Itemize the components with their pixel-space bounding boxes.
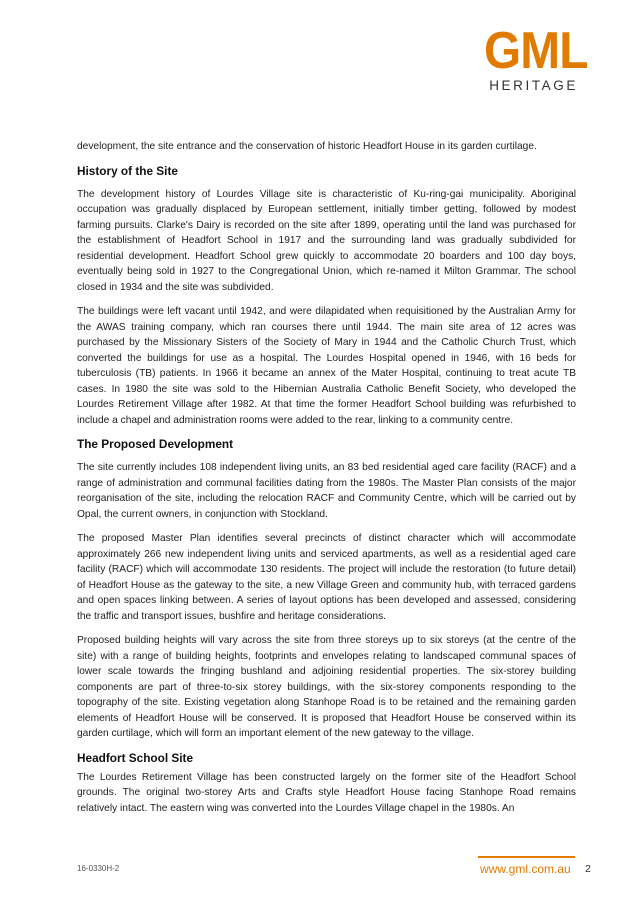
heading-headfort-school: Headfort School Site xyxy=(77,750,194,765)
footer-divider xyxy=(478,856,575,858)
proposed-paragraph-1: The site currently includes 108 independent living units, an 83 bed residential aged care facility (RACF) and a range of administration and communal facilities dating from the 1980s. The Master Plan consists of the major reorganisation of the site, including the relocation RACF and Community Centre, which will be carried out by Opal, the current owners, in conjunction with Stockland. xyxy=(77,462,576,520)
proposed-paragraph-2: The proposed Master Plan identifies several precincts of distinct character which will accommodate approximately 266 new independent living units and serviced apartments, as well as a residential aged care facility (RACF) which will accommodate 130 residents. The project will include the restoration (to future detail) of Headfort House as the gateway to the site, a new Village Green and community hub, with terraced gardens and open spaces linking between. A series of layout options has been developed and assessed, considering the traffic and transport issues, bushfire and heritage considerations. xyxy=(77,533,576,622)
heading-proposed-development: The Proposed Development xyxy=(77,437,234,451)
footer-document-code: 16-0330H-2 xyxy=(77,864,120,873)
intro-paragraph: development, the site entrance and the conservation of historic Headfort House in its garden curtilage. xyxy=(77,141,537,152)
footer-website-link[interactable]: www.gml.com.au xyxy=(480,862,571,876)
logo-wordmark: GML xyxy=(484,22,588,80)
gml-heritage-logo xyxy=(476,22,588,93)
proposed-paragraph-3: Proposed building heights will vary across the site from three storeys up to six storeys (at the centre of the site) with a range of building heights, footprints and envelopes relating to landscaped communal spaces of lower scale towards the fringing bushland and adjoining residential properties. The six-storey building components are part of three-to-six storey buildings, with the six-storey components responding to the topography of the site. Existing vegetation along Stanhope Road is to be retained and the remaining garden elements of Headfort House will be conserved. It is proposed that Headfort House be conserved within its garden curtilage, which will form an important element of the new gateway to the village. xyxy=(77,635,576,739)
page-number: 2 xyxy=(585,863,591,875)
document-body xyxy=(77,139,576,825)
history-paragraph-1: The development history of Lourdes Village site is characteristic of Ku-ring-gai municipality. Aboriginal occupation was gradually displaced by European settlement, initially timber getting, followed by modest farming pursuits. Clarke's Dairy is recorded on the site after 1899, operating until the land was purchased for the establishment of Headfort School in 1917 and the surrounding land was gradually subdivided for residential development. Headfort School grew quickly to accommodate 20 boarders and 100 day boys, eventually being sold in 1927 to the Congregational Union, which re-named it Milton Grammar. The school closed in 1934 and the site was subdivided. xyxy=(77,188,576,293)
logo-subtitle: HERITAGE xyxy=(489,78,578,93)
school-paragraph-1: The Lourdes Retirement Village has been constructed largely on the former site of the Headfort School grounds. The original two-storey Arts and Crafts style Headfort House facing Stanhope Road remains relatively intact. The eastern wing was converted into the Lourdes Village chapel in the 1980s. An xyxy=(77,771,576,814)
heading-history: History of the Site xyxy=(77,163,178,178)
history-paragraph-2: The buildings were left vacant until 1942, and were dilapidated when requisitioned by the Australian Army for the AWAS training company, which ran courses there until 1944. The main site area of 12 acres was purchased by the Missionary Sisters of the Society of Mary in 1944 and the Catholic Church Trust, which converted the buildings for use as a hospital. The Lourdes Hospital opened in 1946, with 16 beds for tuberculosis (TB) patients. In 1966 it became an annex of the Mater Hospital, continuing to treat acute TB cases. In 1980 the site was sold to the Hibernian Australia Catholic Benefit Society, who developed the Lourdes Retirement Village after 1982. At that time the former Headfort School building was refurbished to include a chapel and administration rooms were added to the rear, linking to a community centre. xyxy=(77,306,576,426)
